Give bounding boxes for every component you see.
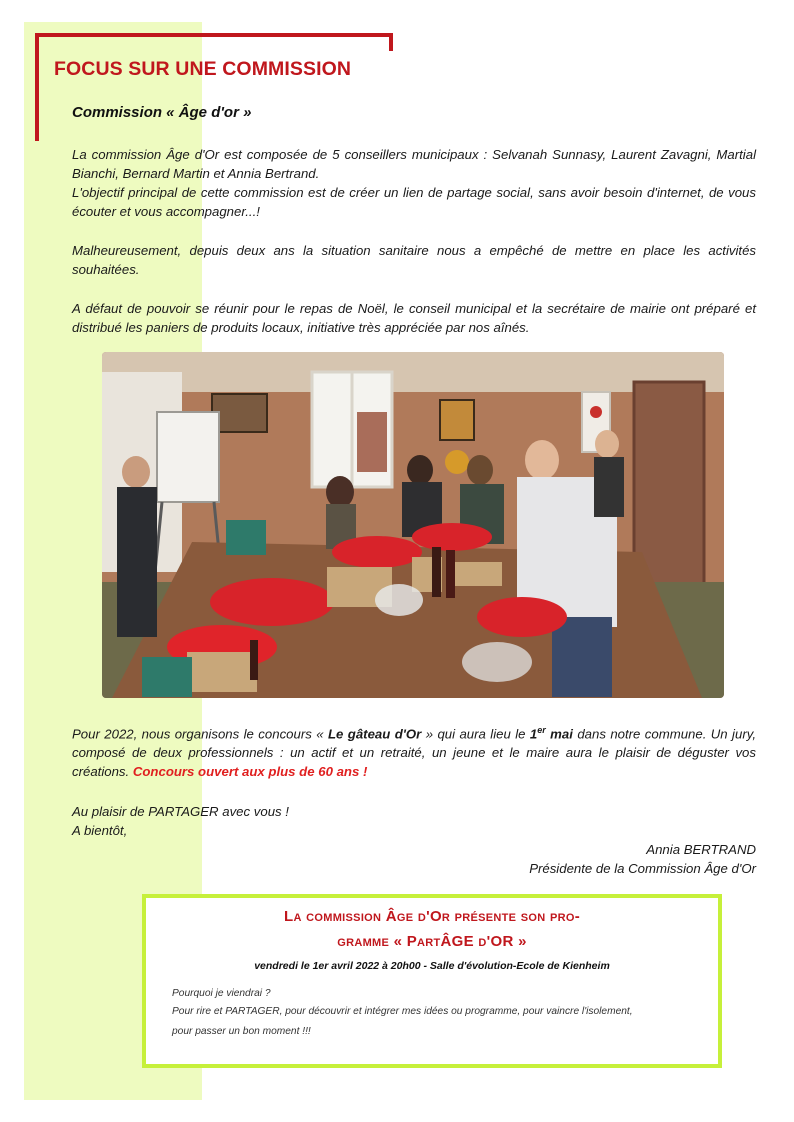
objective-text: L'objectif principal de cette commission est de créer un lien de partage social, sans avoir besoin d'internet, de vous écouter et vous accompagner...!	[72, 185, 756, 219]
closing-line: Au plaisir de PARTAGER avec vous !	[72, 804, 289, 819]
section-title: FOCUS SUR UNE COMMISSION	[54, 58, 352, 80]
contest-intro: Pour 2022, nous organisons le concours «	[72, 726, 328, 742]
contest-eligibility: Concours ouvert aux plus de 60 ans !	[132, 764, 368, 780]
header-frame	[35, 33, 389, 141]
members-text: La commission Âge d'Or est composée de 5 conseillers municipaux : Selvanah Sunnasy, Laurent Zavagni, Martial Bianchi, Bernard Martin et Annia Bertrand.	[72, 147, 756, 181]
paragraph-contest	[72, 721, 756, 781]
program-answer: Pour rire et PARTAGER, pour découvrir et intégrer mes idées ou programme, pour vaincre l'isolement,	[172, 1006, 633, 1017]
farewell-line: A bientôt,	[72, 823, 128, 838]
contest-jury-text: dans notre commune. Un jury, composé de deux professionnels : un actif et un retraité, un jeune et le maire aura le plaisir de déguster vos créations.	[72, 726, 756, 780]
contest-date-prefix: » qui aura lieu le	[421, 726, 530, 742]
signature-role: Présidente de la Commission Âge d'Or	[529, 861, 756, 876]
paragraph-closing	[72, 802, 756, 840]
photo-illustration	[102, 352, 724, 698]
paragraph-christmas: A défaut de pouvoir se réunir pour le repas de Noël, le conseil municipal et la secrétaire de mairie ont préparé et distribué les paniers de produits locaux, initiative très appréciée par nos aînés.	[72, 301, 756, 335]
program-box	[142, 894, 722, 1068]
program-title-line2: gramme « PartÂGE d'OR »	[337, 933, 527, 950]
paragraph-sanitary: Malheureusement, depuis deux ans la situation sanitaire nous a empêché de mettre en place les activités souhaitées.	[72, 243, 756, 277]
program-title-line1: La commission Âge d'Or présente son pro-	[283, 908, 581, 925]
program-question: Pourquoi je viendrai ?	[172, 988, 271, 999]
contest-day-suffix: er	[537, 725, 546, 735]
paragraph-members	[72, 145, 756, 221]
signature-name: Annia BERTRAND	[646, 842, 756, 857]
contest-month: mai	[545, 726, 573, 742]
program-date: vendredi le 1er avril 2022 à 20h00 - Salle d'évolution-Ecole de Kienheim	[254, 960, 610, 972]
group-photo	[102, 352, 724, 698]
commission-subtitle: Commission « Âge d'or »	[72, 104, 252, 121]
contest-day: 1	[529, 726, 538, 742]
contest-name: Le gâteau d'Or	[327, 726, 422, 742]
program-answer-end: pour passer un bon moment !!!	[172, 1026, 311, 1037]
